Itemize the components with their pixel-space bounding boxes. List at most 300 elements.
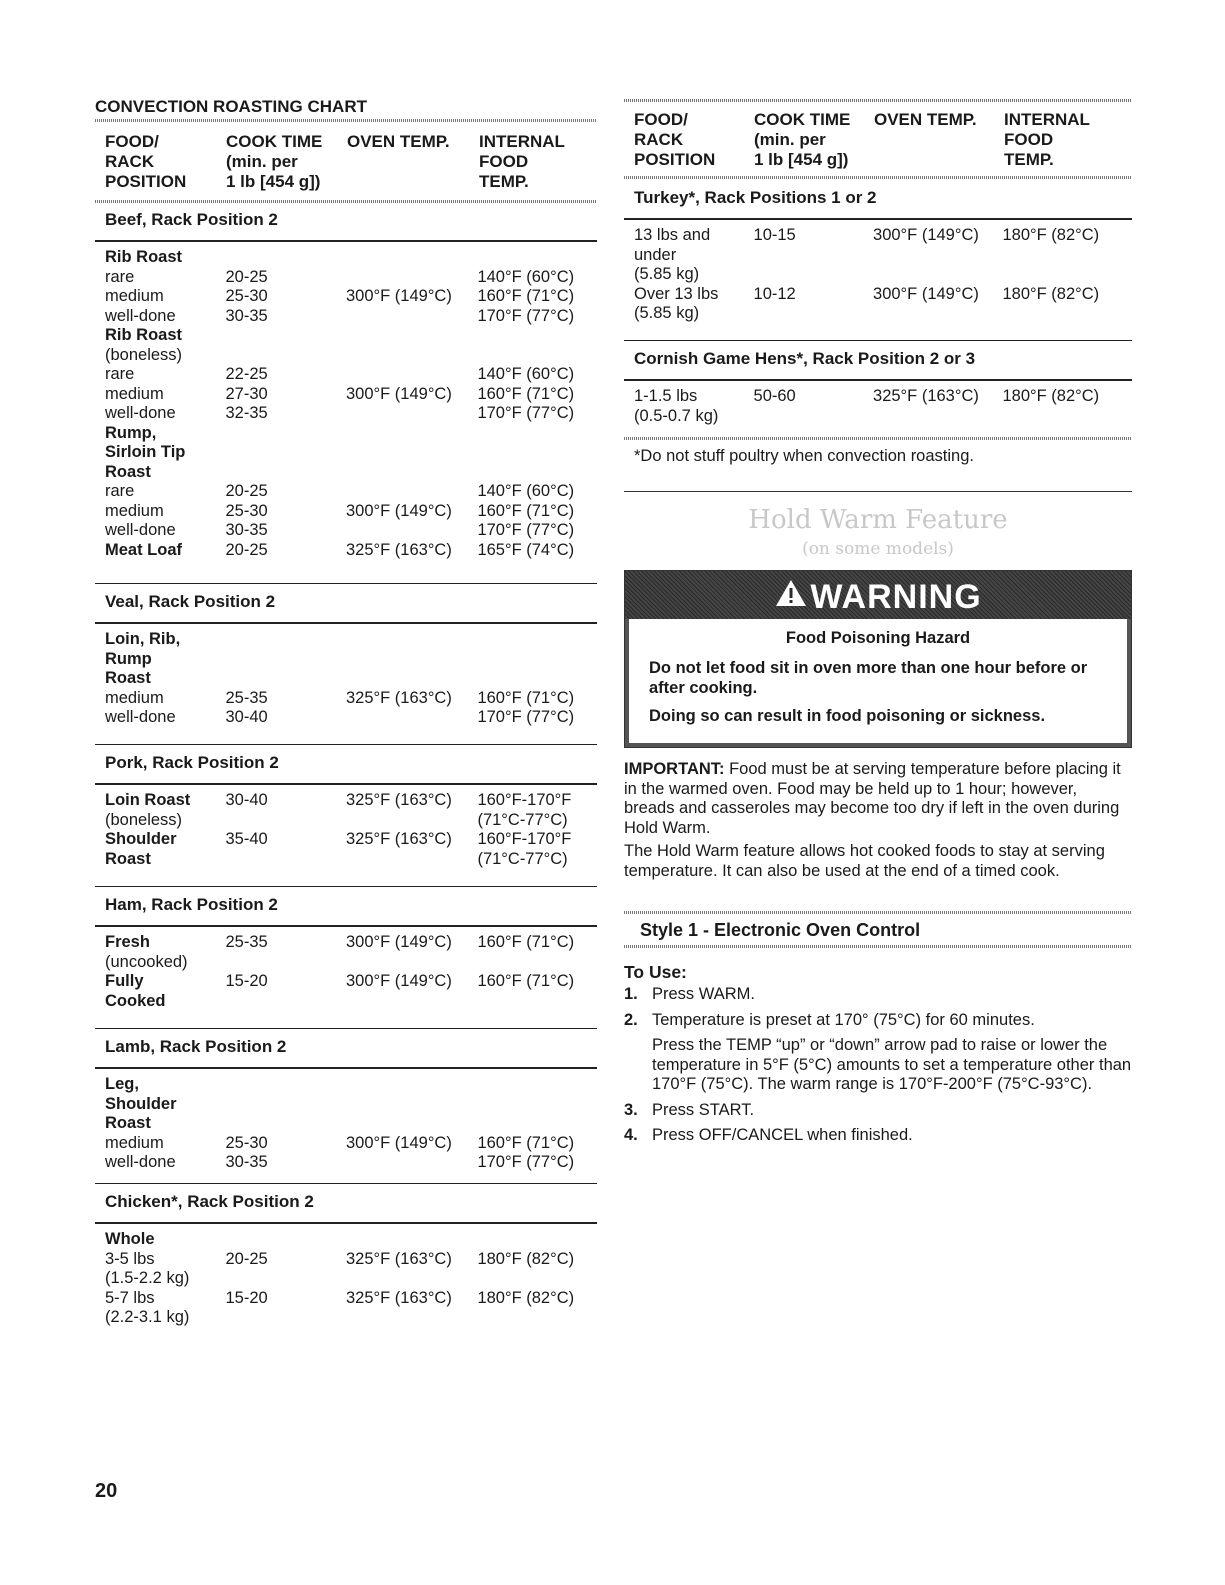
table-cell: (2.2-3.1 kg) [105,1308,190,1326]
table-cell [226,650,347,670]
table-section [95,750,597,869]
table-cell [226,669,347,689]
table-cell [226,1095,347,1115]
table-cell: Rump [105,649,152,668]
table-row [105,326,587,346]
section-title: Lamb, Rack Position 2 [105,1037,287,1056]
table-cell [346,1230,477,1250]
table-row [634,304,1122,324]
table-row [105,1289,587,1309]
table-row [105,850,587,870]
table-cell: 160°F (71°C) [477,688,575,707]
table-cell [226,1075,347,1095]
step-number: 2. [624,1010,638,1029]
header-internal-temp: INTERNAL FOOD TEMP. [479,132,565,191]
table-cell: 325°F (163°C) [346,791,452,809]
table-cell [477,953,587,973]
table-cell [477,650,587,670]
table-cell [226,463,347,483]
table-cell: 10-15 [753,226,796,244]
table-section [95,1034,597,1173]
table-row [634,246,1122,266]
table-cell: 180°F (82°C) [477,1249,575,1268]
step-text [652,1126,1132,1146]
poultry-note: *Do not stuff poultry when convection roasting. [634,447,974,465]
step-paragraph: Press WARM. [652,985,755,1003]
table-cell: Loin Roast [105,791,191,809]
divider [624,911,1132,914]
table-cell: 300°F (149°C) [346,501,452,520]
section-title: Chicken*, Rack Position 2 [105,1192,314,1211]
table-cell: under [634,245,677,264]
table-cell [346,463,477,483]
table-cell: rare [105,365,135,383]
hold-warm-paragraph: The Hold Warm feature allows hot cooked foods to stay at serving temperature. It can also be used at the end of a timed cook. [624,842,1105,880]
step-paragraph: Temperature is preset at 170° (75°C) for 60 minutes. [652,1010,1035,1029]
section-title: Ham, Rack Position 2 [105,895,278,914]
table-row [634,285,1122,305]
table-cell: 160°F (71°C) [477,1133,575,1152]
table-section [624,185,1132,324]
table-cell: 1-1.5 lbs [634,387,698,405]
divider [624,945,1132,948]
table-cell: 300°F (149°C) [346,384,452,403]
table-cell [346,650,477,670]
section-end-rule [624,340,1132,341]
table-cell: 160°F (71°C) [477,933,575,951]
header-oven-temp: OVEN TEMP. [874,110,977,129]
table-row [105,521,587,541]
table-cell: 30-35 [225,1153,268,1171]
table-cell [226,630,347,650]
table-cell: 30-35 [225,521,268,539]
table-cell [346,326,477,346]
step-number: 3. [624,1100,638,1119]
table-row [634,407,1122,427]
divider [624,491,1132,492]
table-cell [477,1308,587,1328]
table-cell [477,248,587,268]
table-cell: 30-40 [225,708,268,726]
table-section [624,346,1132,426]
table-cell [477,424,587,444]
section-title: Turkey*, Rack Positions 1 or 2 [634,188,877,207]
table-cell: 300°F (149°C) [346,933,452,951]
table-cell: (uncooked) [105,952,188,971]
table-cell: 170°F (77°C) [477,1153,575,1171]
table-cell [477,1095,587,1115]
table-cell: Shoulder [105,1094,177,1113]
table-cell [226,424,347,444]
table-row [105,992,587,1012]
table-cell: 170°F (77°C) [477,306,575,325]
table-row [105,307,587,327]
section-end-rule [95,1183,597,1184]
table-row [105,385,587,405]
table-cell: Rib Roast [105,326,183,344]
header-oven-temp: OVEN TEMP. [347,132,450,151]
table-cell: 300°F (149°C) [346,972,452,990]
table-cell: 13 lbs and [634,226,711,244]
table-cell: 5-7 lbs [105,1288,155,1307]
table-row [634,387,1122,407]
table-cell [754,407,874,427]
section-rows [95,1224,597,1328]
table-cell: (boneless) [105,345,183,364]
table-cell [226,992,347,1012]
table-row [105,541,587,561]
table-cell [346,811,477,831]
table-row [105,248,587,268]
table-cell: 20-25 [225,482,268,500]
table-row [105,708,587,728]
header-food: FOOD/ RACK POSITION [105,132,187,191]
table-row [105,346,587,366]
table-row [105,791,587,811]
table-row [105,1250,587,1270]
table-cell: 325°F (163°C) [873,387,979,405]
important-label: IMPORTANT: [624,760,725,778]
table-cell: Shoulder [105,830,177,848]
table-cell [226,1114,347,1134]
table-cell [346,346,477,366]
section-rows [95,1069,597,1173]
table-cell: 25-35 [225,933,268,951]
divider [624,99,1132,102]
table-cell: Rump, [105,423,157,442]
feature-subtitle: (on some models) [802,539,954,559]
table-cell: 25-30 [225,287,268,305]
section-title: Pork, Rack Position 2 [105,753,279,772]
section-rows [95,242,597,560]
table-cell: well-done [105,708,176,726]
table-cell [346,669,477,689]
divider [624,437,1132,440]
table-row [105,268,587,288]
table-cell: 165°F (74°C) [477,540,575,559]
section-end-rule [95,1028,597,1029]
table-cell [346,482,477,502]
table-cell: 10-12 [753,284,796,303]
header-cook-time: COOK TIME (min. per 1 lb [454 g]) [754,110,851,169]
table-cell [754,246,874,266]
section-rows [95,927,597,1011]
table-cell [226,811,347,831]
table-cell [346,443,477,463]
table-cell [754,304,874,324]
table-cell [346,365,477,385]
table-cell: 300°F (149°C) [873,226,979,244]
table-cell: rare [105,267,135,286]
table-row [105,365,587,385]
list-item [624,1126,1132,1146]
table-cell: 160°F (71°C) [477,501,575,520]
table-cell: Over 13 lbs [634,284,719,303]
table-section [95,1189,597,1328]
table-cell: 170°F (77°C) [477,521,575,539]
table-cell: 50-60 [753,387,796,405]
table-cell [346,1075,477,1095]
table-cell [754,265,874,285]
table-cell [873,407,1002,427]
table-cell: 30-35 [225,306,268,325]
section-end-rule [95,744,597,745]
table-cell: 180°F (82°C) [1002,226,1100,244]
list-item [624,1101,1132,1121]
table-cell [477,1269,587,1289]
step-number: 1. [624,985,638,1003]
table-row [105,1114,587,1134]
table-cell [346,1308,477,1328]
table-cell: Rib Roast [105,248,183,266]
table-cell [477,1114,587,1134]
chart-title: CONVECTION ROASTING CHART [95,97,367,116]
warning-content [625,619,1131,747]
table-cell [1003,246,1123,266]
section-title: Beef, Rack Position 2 [105,210,278,229]
table-row [105,1269,587,1289]
section-title: Cornish Game Hens*, Rack Position 2 or 3 [634,349,976,368]
table-cell [346,1114,477,1134]
table-cell: Fresh [105,933,150,951]
table-cell: 15-20 [225,1288,268,1307]
table-cell: Meat Loaf [105,540,183,559]
table-cell: 20-25 [225,1249,268,1268]
table-cell: 30-40 [225,791,268,809]
table-row [105,953,587,973]
table-row [105,830,587,850]
divider [95,119,597,122]
table-row [105,404,587,424]
table-cell [873,265,1002,285]
warning-label: WARNING [810,578,982,617]
table-cell: (boneless) [105,810,183,829]
table-cell: Loin, Rib, [105,630,181,648]
table-cell [226,248,347,268]
table-cell [477,326,587,346]
table-cell [346,248,477,268]
table-cell [477,443,587,463]
table-cell [1003,407,1123,427]
table-cell: (5.85 kg) [634,265,700,283]
table-cell: 20-25 [225,540,268,559]
table-cell [226,443,347,463]
table-cell [477,1230,587,1250]
table-row [105,1095,587,1115]
table-cell: (0.5-0.7 kg) [634,406,719,425]
table-row [105,972,587,992]
table-cell [346,404,477,424]
table-cell: 140°F (60°C) [477,482,575,500]
table-cell: Roast [105,849,151,868]
table-cell: 300°F (149°C) [346,287,452,305]
table-cell [346,630,477,650]
table-row [105,443,587,463]
step-text [652,1101,1132,1121]
steps-list [624,985,1132,1152]
divider [624,176,1132,179]
table-cell: (71°C-77°C) [477,849,568,868]
step-text [652,1011,1132,1095]
table-cell: 300°F (149°C) [873,284,979,303]
table-row [105,1134,587,1154]
table-cell: rare [105,482,135,500]
table-cell: well-done [105,306,176,325]
table-cell [477,346,587,366]
table-cell: 325°F (163°C) [346,540,452,559]
table-cell: 180°F (82°C) [477,1288,575,1307]
table-row [634,226,1122,246]
table-cell: 180°F (82°C) [1002,284,1100,303]
table-cell [477,1075,587,1095]
table-cell: 32-35 [225,404,268,422]
hazard-title: Food Poisoning Hazard [785,629,971,647]
table-cell: 300°F (149°C) [346,1133,452,1152]
step-paragraph: Press START. [652,1100,755,1119]
table-cell: 25-35 [225,688,268,707]
table-cell: medium [105,384,164,403]
section-rows [95,785,597,869]
table-cell: 160°F (71°C) [477,972,575,990]
table-cell [346,307,477,327]
table-cell [477,630,587,650]
table-cell [477,992,587,1012]
table-cell [346,708,477,728]
table-cell: 22-25 [225,365,268,383]
table-cell [1003,265,1123,285]
table-cell: 325°F (163°C) [346,830,452,848]
table-cell: Sirloin Tip [105,443,186,461]
to-use-heading: To Use: [624,962,687,982]
table-header [95,132,597,198]
table-cell [226,346,347,366]
table-row [105,650,587,670]
table-row [105,811,587,831]
table-cell: 3-5 lbs [105,1249,155,1268]
table-row [105,630,587,650]
table-row [105,463,587,483]
step-text [652,985,1132,1005]
table-cell: 27-30 [225,384,268,403]
table-cell: 35-40 [225,830,268,848]
table-cell [346,424,477,444]
section-rows [624,381,1132,426]
table-row [105,933,587,953]
section-rows [95,624,597,728]
table-cell: 170°F (77°C) [477,708,575,726]
step-number: 4. [624,1126,638,1144]
table-row [105,1153,587,1173]
warning-text-2: Doing so can result in food poisoning or sickness. [649,707,1046,725]
header-cook-time: COOK TIME (min. per 1 lb [454 g]) [226,132,323,191]
table-section [95,589,597,728]
table-cell [226,1269,347,1289]
table-cell: medium [105,1133,164,1152]
table-cell [226,1230,347,1250]
table-section [95,207,597,560]
table-cell: Roast [105,1114,151,1132]
table-cell [346,521,477,541]
table-cell: medium [105,688,164,707]
header-food: FOOD/ RACK POSITION [634,110,716,169]
section-rows [624,220,1132,324]
list-item [624,1011,1132,1095]
table-cell [346,1153,477,1173]
table-cell [346,992,477,1012]
table-header [624,110,1132,176]
table-cell: 140°F (60°C) [477,267,575,286]
table-cell: (71°C-77°C) [477,810,568,829]
warning-banner [625,571,1131,619]
table-cell: Fully [105,972,144,990]
style-title: Style 1 - Electronic Oven Control [640,920,921,940]
table-cell [346,1095,477,1115]
table-cell: medium [105,287,164,305]
table-cell: Roast [105,462,151,481]
table-row [105,482,587,502]
warning-text-1: Do not let food sit in oven more than one hour before or after cooking. [649,659,1088,697]
important-text: Food must be at serving temperature before placing it in the warmed oven. Food may be held up to 1 hour; however, breads and casseroles may become too dry if left in the oven during Hold Warm. [624,760,1121,837]
table-row [105,424,587,444]
table-cell: 15-20 [225,972,268,990]
table-cell: 25-30 [225,501,268,520]
table-row [105,689,587,709]
table-cell [477,463,587,483]
table-cell [346,850,477,870]
table-cell: 325°F (163°C) [346,688,452,707]
table-cell [346,1269,477,1289]
table-row [634,265,1122,285]
table-cell: 160°F (71°C) [477,287,575,305]
table-cell: well-done [105,1153,176,1171]
table-cell: well-done [105,404,176,422]
table-cell [477,669,587,689]
table-cell [873,304,1002,324]
table-cell [226,326,347,346]
table-cell [346,268,477,288]
section-title: Veal, Rack Position 2 [105,592,276,611]
table-row [105,669,587,689]
table-cell: Roast [105,669,151,687]
table-cell [226,953,347,973]
table-row [105,1230,587,1250]
table-cell: (1.5-2.2 kg) [105,1269,190,1287]
table-row [105,287,587,307]
section-end-rule [95,886,597,887]
table-row [105,1308,587,1328]
table-cell [1003,304,1123,324]
table-row [105,1075,587,1095]
table-cell: 325°F (163°C) [346,1288,452,1307]
feature-title: Hold Warm Feature [748,505,1008,535]
header-internal-temp: INTERNAL FOOD TEMP. [1004,110,1090,169]
step-paragraph: Press the TEMP “up” or “down” arrow pad to raise or lower the temperature in 5°F (5°C) amounts to set a temperature other than 170°F (75°C). The warm range is 170°F-200°F (75°C-93°C). [652,1036,1132,1093]
table-cell: 25-30 [225,1133,268,1152]
table-cell: Whole [105,1230,155,1248]
table-cell: 170°F (77°C) [477,404,575,422]
table-cell: 20-25 [225,267,268,286]
table-cell: Cooked [105,991,166,1010]
table-cell [873,246,1002,266]
table-cell: 140°F (60°C) [477,365,575,383]
table-cell [226,1308,347,1328]
table-cell: (5.85 kg) [634,304,700,322]
table-cell [346,953,477,973]
table-cell: well-done [105,521,176,539]
section-end-rule [95,583,597,584]
table-cell: 180°F (82°C) [1002,387,1100,405]
important-paragraph [624,760,1132,838]
